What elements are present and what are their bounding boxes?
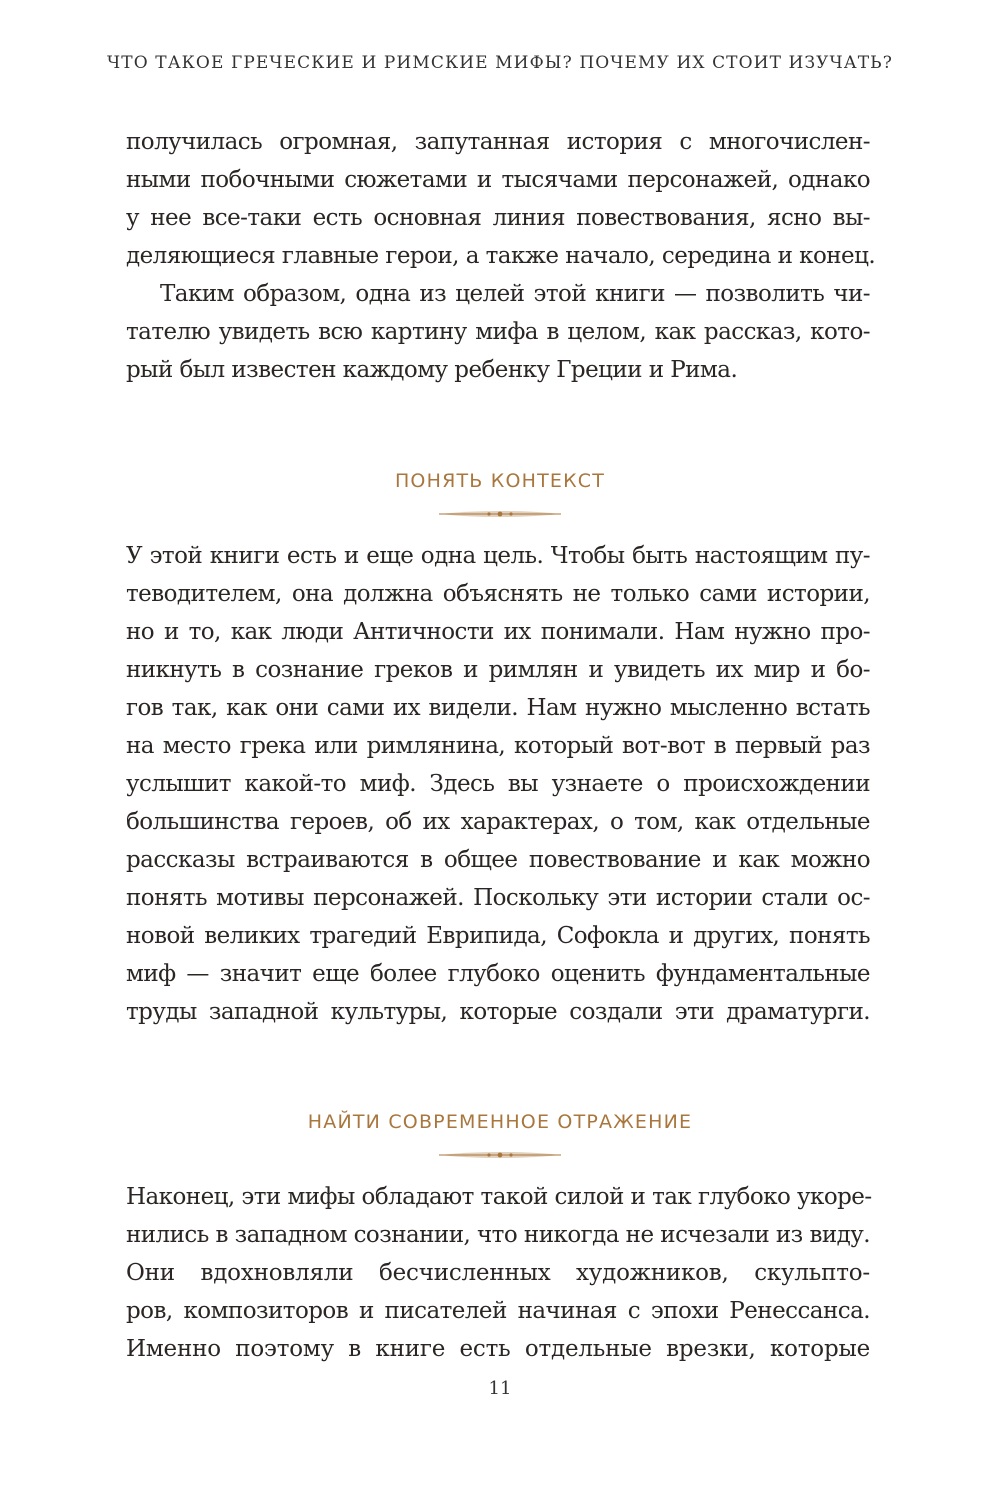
text-line: никнуть в сознание греков и римлян и увидеть их мир и бо- <box>126 657 870 683</box>
text-line: Наконец, эти мифы обладают такой силой и так глубоко укоре- <box>126 1184 872 1210</box>
text-line: труды западной культуры, которые создали эти драматурги. <box>126 999 870 1025</box>
text-line: понять мотивы персонажей. Поскольку эти истории стали ос- <box>126 885 870 911</box>
text-line: гов так, как они сами их видели. Нам нужно мысленно встать <box>126 695 870 721</box>
text-line: ров, композиторов и писателей начиная с эпохи Ренессанса. <box>126 1298 870 1324</box>
page-number: 11 <box>488 1378 512 1399</box>
text-line: рый был известен каждому ребенку Греции и Рима. <box>126 357 738 383</box>
text-line: на место грека или римлянина, который вот-вот в первый раз <box>126 733 870 759</box>
text-line: ными побочными сюжетами и тысячами персонажей, однако <box>126 167 870 193</box>
text-line: У этой книги есть и еще одна цель. Чтобы быть настоящим пу- <box>126 543 870 569</box>
text-line: но и то, как люди Античности их понимали. Нам нужно про- <box>126 619 870 645</box>
text-line: большинства героев, об их характерах, о том, как отдельные <box>126 809 870 835</box>
ornament-divider-icon <box>437 1150 563 1160</box>
running-head: ЧТО ТАКОЕ ГРЕЧЕСКИЕ И РИМСКИЕ МИФЫ? ПОЧЕМУ ИХ СТОИТ ИЗУЧАТЬ? <box>107 53 893 73</box>
text-line: деляющиеся главные герои, а также начало, середина и конец. <box>126 243 876 269</box>
text-line: нились в западном сознании, что никогда не исчезали из виду. <box>126 1222 870 1248</box>
text-line: Таким образом, одна из целей этой книги — позволить чи- <box>160 281 870 307</box>
text-line: получилась огромная, запутанная история с многочислен- <box>126 129 870 155</box>
text-line: рассказы встраиваются в общее повествование и как можно <box>126 847 870 873</box>
section-heading: НАЙТИ СОВРЕМЕННОЕ ОТРАЖЕНИЕ <box>307 1111 693 1133</box>
text-line: новой великих трагедий Еврипида, Софокла и других, понять <box>126 923 870 949</box>
text-line: теводителем, она должна объяснять не только сами истории, <box>126 581 870 607</box>
text-line: услышит какой-то миф. Здесь вы узнаете о происхождении <box>126 771 870 797</box>
text-line: Именно поэтому в книге есть отдельные врезки, которые <box>126 1336 870 1362</box>
section-heading: ПОНЯТЬ КОНТЕКСТ <box>394 470 606 492</box>
text-line: миф — значит еще более глубоко оценить фундаментальные <box>126 961 870 987</box>
text-line: тателю увидеть всю картину мифа в целом, как рассказ, кото- <box>126 319 870 345</box>
text-line: у нее все-таки есть основная линия повествования, ясно вы- <box>126 205 870 231</box>
text-line: Они вдохновляли бесчисленных художников, скульпто- <box>126 1260 870 1286</box>
ornament-divider-icon <box>437 509 563 519</box>
